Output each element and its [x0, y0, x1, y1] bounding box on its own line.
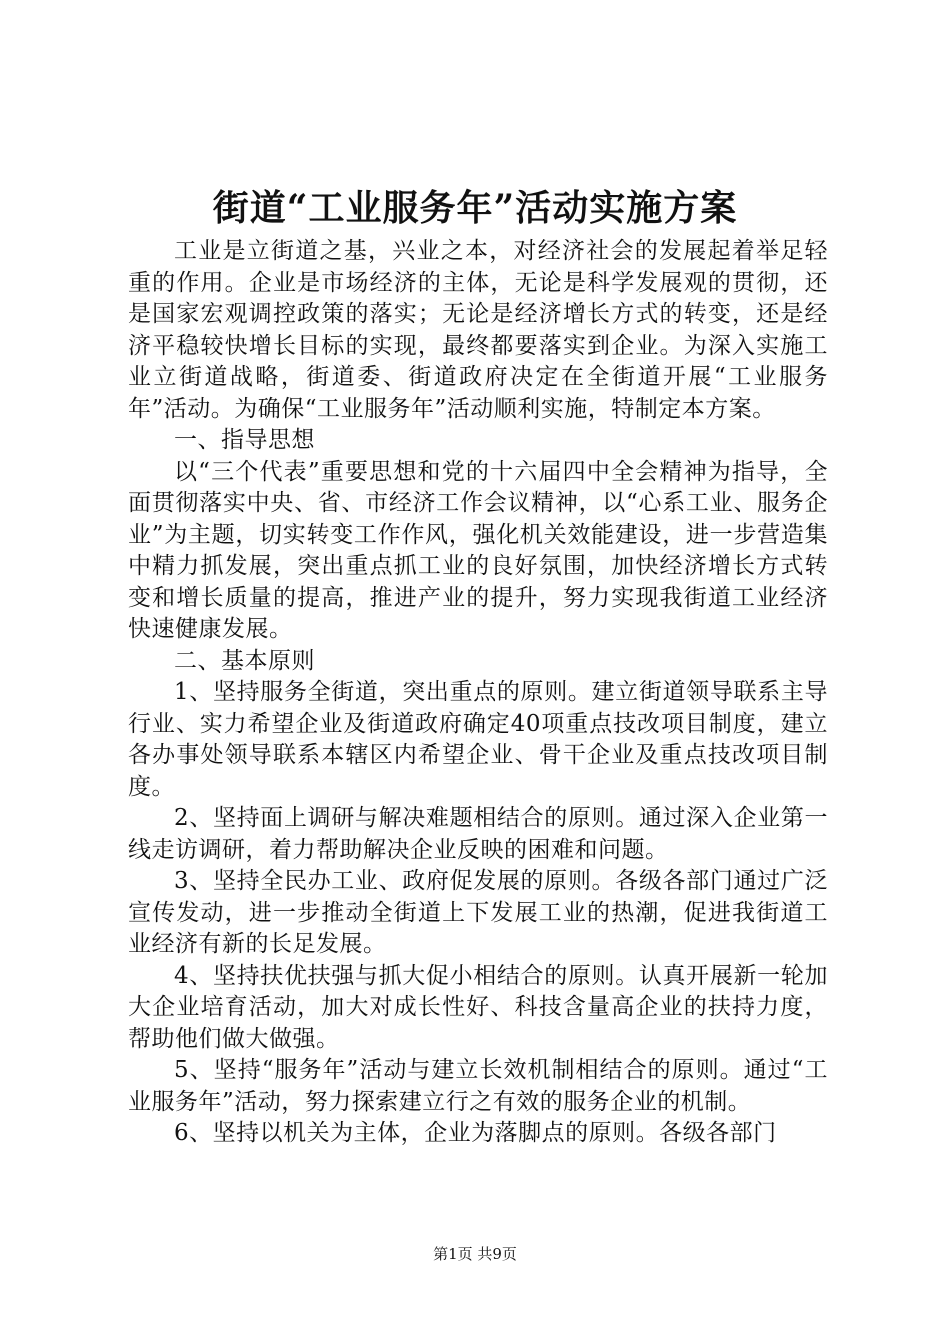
document-body [128, 236, 828, 1150]
section-heading-basic-principles: 二、基本原则 [174, 647, 315, 674]
section-heading-guiding-ideology: 一、指导思想 [174, 427, 315, 453]
guiding-ideology-paragraph: 以“三个代表”重要思想和党的十六届四中全会精神为指导，全面贯彻落实中央、省、市经济工作会议精神，以“心系工业、服务企业”为主题，切实转变工作作风，强化机关效能建设，进一步营造集中精力抓发展，突出重点抓工业的良好氛围，加快经济增长方式转变和增长质量的提高，推进产业的提升，努力实现我街道工业经济快速健康发展。 [128, 458, 828, 642]
intro-paragraph: 工业是立街道之基，兴业之本，对经济社会的发展起着举足轻重的作用。企业是市场经济的主体，无论是科学发展观的贯彻，还是国家宏观调控政策的落实；无论是经济增长方式的转变，还是经济平稳较快增长目标的实现，最终都要落实到企业。为深入实施工业立街道战略，街道委、街道政府决定在全街道开展“工业服务年”活动。为确保“工业服务年”活动顺利实施，特制定本方案。 [128, 238, 828, 422]
principle-1-paragraph: 1、坚持服务全街道，突出重点的原则。建立街道领导联系主导行业、实力希望企业及街道政府确定40项重点技改项目制度，建立各办事处领导联系本辖区内希望企业、骨干企业及重点技改项目制度。 [128, 679, 828, 800]
principle-3-paragraph: 3、坚持全民办工业、政府促发展的原则。各级各部门通过广泛宣传发动，进一步推动全街道上下发展工业的热潮，促进我街道工业经济有新的长足发展。 [128, 868, 828, 957]
principle-5-paragraph: 5、坚持“服务年”活动与建立长效机制相结合的原则。通过“工业服务年”活动，努力探索建立行之有效的服务企业的机制。 [128, 1057, 828, 1115]
principle-6-paragraph: 6、坚持以机关为主体，企业为落脚点的原则。各级各部门 [174, 1120, 777, 1146]
principle-4-paragraph: 4、坚持扶优扶强与抓大促小相结合的原则。认真开展新一轮加大企业培育活动，加大对成长性好、科技含量高企业的扶持力度，帮助他们做大做强。 [128, 962, 828, 1052]
principle-2-paragraph: 2、坚持面上调研与解决难题相结合的原则。通过深入企业第一线走访调研，着力帮助解决企业反映的困难和问题。 [128, 805, 828, 863]
document-title: 街道“工业服务年”活动实施方案 [212, 187, 738, 229]
page-number-footer: 第1页 共9页 [433, 1245, 517, 1263]
